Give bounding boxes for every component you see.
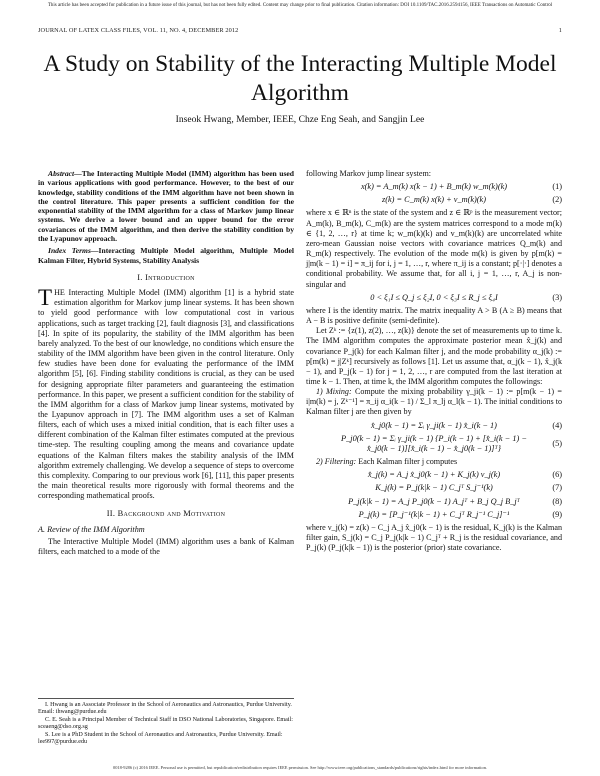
background-paragraph: The Interactive Multiple Model (IMM) algorithm uses a bank of Kalman filters, each matched to a mode of the [38,536,294,556]
imm-description: Let Zᵏ := {z(1), z(2), …, z(k)} denote the set of measurements up to time k. The IMM algorithm computes the approximate posterior mean x̂_j(k) and covariance P_j(k) for each Kalman filter j, and the mode probability α_j(k) := p[m(k) = j|Zᵏ] recursively as follows [1]. Let us assume that, α_j(k − 1), x̂_j(k − 1), and P_j(k − 1) for j = 1, 2, …, r are computed from the last iteration at time k − 1. Then, at time k, the IMM algorithm computes the followings: [306,326,562,386]
drop-cap: T [38,285,53,311]
equation-8: P_j(k|k − 1) = A_j P_j0(k − 1) A_jᵀ + B_j Q_j B_jᵀ (8) [348,496,562,506]
page-number: 1 [558,27,562,34]
filtering-label: 2) Filtering: [316,457,357,467]
acceptance-note: This article has been accepted for publication in a future issue of this journal, but has not been fully edited. Content may change prior to final publication. Citation information: DOI 10.1109/TAC.2016.2594156, IEEE Transactions on Automatic Control [47,3,553,8]
equation-number: (2) [552,195,562,205]
inequality-definition: where I is the identity matrix. The matrix inequality A > B (A ≥ B) means that A − B is positive definite (semi-definite). [306,305,562,326]
mixing-label: 1) Mixing: [316,387,352,397]
equation-number: (7) [552,483,562,493]
equation-1: x(k) = A_m(k) x(k − 1) + B_m(k) w_m(k)(k) (1) [360,182,562,192]
abstract [38,169,294,243]
paper-title: A Study on Stability of the Interacting Multiple Model Algorithm [43,51,557,106]
equation-number: (8) [552,496,562,506]
index-terms-label: Index Terms [48,246,91,256]
mixing-step: 1) Mixing: Compute the mixing probability γ_ji(k − 1) := p[m(k − 1) = i|m(k) = j, Zᵏ⁻¹] = π_ij α_i(k − 1) / Σ_l π_lj α_l(k − 1). The initial conditions to Kalman filter j are then given by [306,387,562,417]
equation-9: P_j(k) = [P_j⁻¹(k|k − 1) + C_jᵀ R_j⁻¹ C_j]⁻¹ (9) [358,509,562,519]
equation-number: (9) [552,509,562,519]
right-column [306,169,562,553]
equation-number: (3) [552,292,562,302]
footnote-hwang: I. Hwang is an Associate Professor in the School of Aeronautics and Astronautics, Purdue University. Email: ihwang@purdue.edu [38,702,292,716]
abstract-text: —The Interacting Multiple Model (IMM) algorithm has been used in various applications with good performance. However, to the best of our knowledge, stability conditions of the IMM algorithm have not been shown in the control literature. This paper presents a sufficient condition for the exponential stability of the IMM algorithm for a class of Markov jump linear systems. We derive a lower bound and an upper bound for the error covariances of the IMM algorithm, and then derive the stability condition by the Lyapunov approach. [38,169,294,244]
introduction-paragraph [38,285,294,501]
section-heading-introduction: I. Introduction [137,272,195,282]
footnote-seah: C. E. Seah is a Principal Member of Technical Staff in DSO National Laboratories, Singapore. Email: sceaeng@dso.org.sg [38,717,293,731]
equation-7: K_j(k) = P_j(k|k − 1) C_jᵀ S_j⁻¹(k) (7) [375,483,562,493]
equation-number: (4) [552,420,562,430]
equation-6: x̂_j(k) = A_j x̂_j0(k − 1) + K_j(k) ν_j(k) (6) [367,470,562,480]
filtering-step: 2) Filtering: Each Kalman filter j computes [316,457,458,467]
footnotes [38,698,294,747]
left-column [38,169,294,557]
abstract-label: Abstract [48,169,75,178]
copyright-notice: 0018-9286 (c) 2016 IEEE. Personal use is permitted, but republication/redistribution requires IEEE permission. See http://www.ieee.org/publications_standards/publications/rights/index.html for more information. [113,765,487,770]
author-list: Inseok Hwang, Member, IEEE, Chze Eng Seah, and Sangjin Lee [175,114,425,125]
running-header [38,27,562,34]
introduction-text: HE Interacting Multiple Model (IMM) algorithm [1] is a hybrid state estimation algorithm for Markov jump linear systems. It has been shown to yield good performance with low computational cost in various applications, such as target tracking [2], fault diagnosis [3], and classifications [4]. In spite of its popularity, the stability of the IMM algorithm has been barely analyzed. To the best of our knowledge, no conditions which ensure the stability of the IMM algorithm have been given in the control literature. Only few studies have been done for evaluating the performance of the IMM algorithm [5], [6]. Finding stability conditions is crucial, as they can be used for designing appropriate filter parameters and guaranteeing the estimation performance. In this paper, we present a sufficient condition for the stability of the IMM algorithm for a class of Markov jump linear systems, motivated by the Lyapunov approach in [7]. The IMM algorithm uses a set of Kalman filters, each of which uses a mixed initial condition, that is each filter uses a different combination of the Kalman filter estimates computed at the previous time-step. The resulting coupling among the means and covariance update equations of the Kalman filters makes the stability analysis of the IMM algorithm extremely challenging. We develop a sequence of steps to overcome this complexity. Comparing to our previous work [6], [11], this paper presents the main theoretical results more rigorously with formal theorems and the corresponding mathematical proofs. [38,288,294,501]
equation-4: x̂_j0(k − 1) = Σᵢ γ_ji(k − 1) x̂_i(k − 1) (4) [371,420,562,430]
index-terms-text: —Interacting Multiple Model algorithm, Multiple Model Kalman Filter, Hybrid Systems, Stability Analysis [38,246,294,265]
equation-number: (5) [552,438,562,448]
equation-3: 0 < ξ₁I ≤ Q_j ≤ ξ₂I, 0 < ξ₃I ≤ R_j ≤ ξ₄I (3) [370,292,562,302]
equation-number: (6) [552,470,562,480]
journal-info: JOURNAL OF LATEX CLASS FILES, VOL. 11, NO. 4, DECEMBER 2012 [38,27,239,34]
system-description: where x ∈ ℝⁿ is the state of the system and z ∈ ℝᵖ is the measurement vector; A_m(k), B_m(k), C_m(k) are the system matrices correspond to a mode m(k) ∈ {1, 2, …, r} at time k; w_m(k)(k) and v_m(k)(k) are uncorrelated white zero-mean Gaussian noise vectors with covariance matrices Q_m(k) and R_m(k) respectively. The evolution of the mode m(k) is given by p[m(k) = j|m(k − 1) = i] = π_ij for i, j = 1, …, r, where π_ij is a constant; p[·|·] denotes a conditional probability. We assume that, for all i, j = 1, …, r, A_j is non-singular and [306,208,562,289]
equation-number: (1) [552,182,562,192]
footnote-lee: S. Lee is a PhD Student in the School of Aeronautics and Astronautics, Purdue University. Email: lee997@purdue.edu [38,732,283,746]
section-heading-background: II. Background and Motivation [106,509,226,519]
system-intro: following Markov jump linear system: [306,169,431,178]
index-terms [38,246,294,265]
equation-2: z(k) = C_m(k) x(k) + v_m(k)(k) (2) [381,195,562,205]
subsection-heading-imm-review: A. Review of the IMM Algorithm [38,524,145,534]
filtering-description: where ν_j(k) = z(k) − C_j A_j x̂_j0(k − 1) is the residual, K_j(k) is the Kalman filter gain, S_j(k) = C_j P_j(k|k − 1) C_jᵀ + R_j is the residual covariance, and P_j(k) (P_j(k|k − 1)) is the posterior (prior) state covariance. [306,522,562,553]
equation-5: P_j0(k − 1) = Σᵢ γ_ji(k − 1) {P_i(k − 1) + [x̂_i(k − 1) − x̂_j0(k − 1)][x̂_i(k − 1) − x̂_j0(k − 1)]ᵀ} (5) [341,433,562,453]
